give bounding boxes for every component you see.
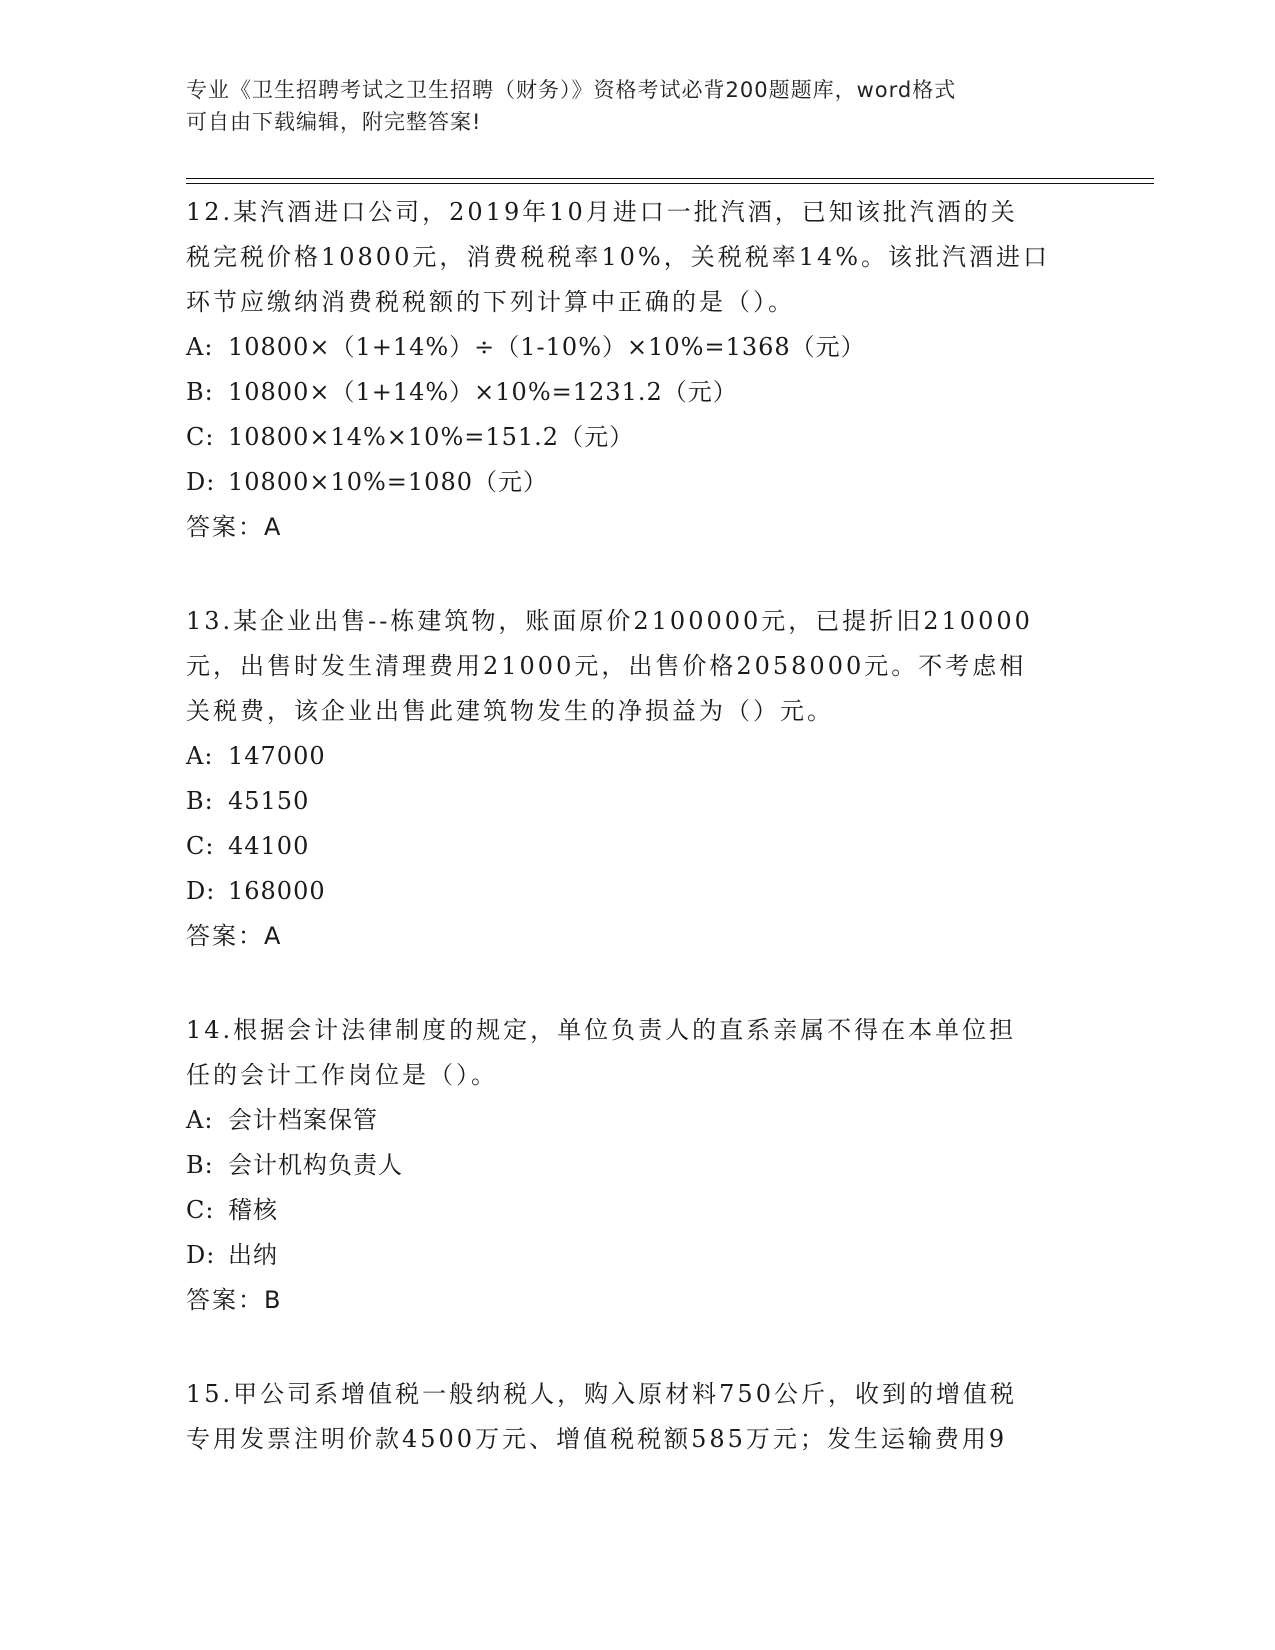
option-d: D: 168000	[186, 877, 326, 905]
option-a: A: 10800×（1+14%）÷（1-10%）×10%=1368（元）	[186, 333, 866, 361]
question-list	[186, 190, 1086, 1511]
answer-line: 答案：A	[186, 922, 283, 950]
question-stem-line: 专用发票注明价款4500万元、增值税税额585万元；发生运输费用9	[186, 1425, 1008, 1453]
option-c: C: 10800×14%×10%=151.2（元）	[186, 423, 635, 451]
option-c: C: 44100	[186, 832, 310, 860]
option-d: D: 出纳	[186, 1241, 278, 1269]
header-line-2: 可自由下载编辑，附完整答案!	[186, 110, 482, 134]
question-14	[186, 1008, 1086, 1323]
question-stem-line: 关税费，该企业出售此建筑物发生的净损益为（）元。	[186, 697, 834, 725]
question-stem-line: 环节应缴纳消费税税额的下列计算中正确的是（）。	[186, 288, 795, 316]
option-c: C: 稽核	[186, 1196, 278, 1224]
option-b: B: 10800×（1+14%）×10%=1231.2（元）	[186, 378, 738, 406]
question-stem-line: 14.根据会计法律制度的规定，单位负责人的直系亲属不得在本单位担	[186, 1016, 1017, 1044]
question-stem-line: 15.甲公司系增值税一般纳税人，购入原材料750公斤，收到的增值税	[186, 1380, 1017, 1408]
question-stem-line: 税完税价格10800元，消费税税率10%，关税税率14%。该批汽酒进口	[186, 243, 1051, 271]
question-13	[186, 599, 1086, 959]
option-b: B: 45150	[186, 787, 310, 815]
header-line-1: 专业《卫生招聘考试之卫生招聘（财务）》资格考试必背200题题库，word格式	[186, 78, 957, 102]
header-divider-bottom	[186, 183, 1154, 184]
question-15	[186, 1372, 1086, 1462]
question-12	[186, 190, 1086, 550]
header-divider-top	[186, 178, 1154, 179]
question-stem-line: 13.某企业出售--栋建筑物，账面原价2100000元，已提折旧210000	[186, 607, 1033, 635]
question-stem-line: 元，出售时发生清理费用21000元，出售价格2058000元。不考虑相	[186, 652, 1027, 680]
option-d: D: 10800×10%=1080（元）	[186, 468, 548, 496]
answer-line: 答案：A	[186, 513, 283, 541]
document-header	[186, 74, 1066, 138]
option-a: A: 147000	[186, 742, 326, 770]
option-a: A: 会计档案保管	[186, 1106, 378, 1134]
option-b: B: 会计机构负责人	[186, 1151, 403, 1179]
answer-line: 答案：B	[186, 1286, 283, 1314]
question-stem-line: 任的会计工作岗位是（）。	[186, 1061, 498, 1089]
question-stem-line: 12.某汽酒进口公司，2019年10月进口一批汽酒，已知该批汽酒的关	[186, 198, 1018, 226]
